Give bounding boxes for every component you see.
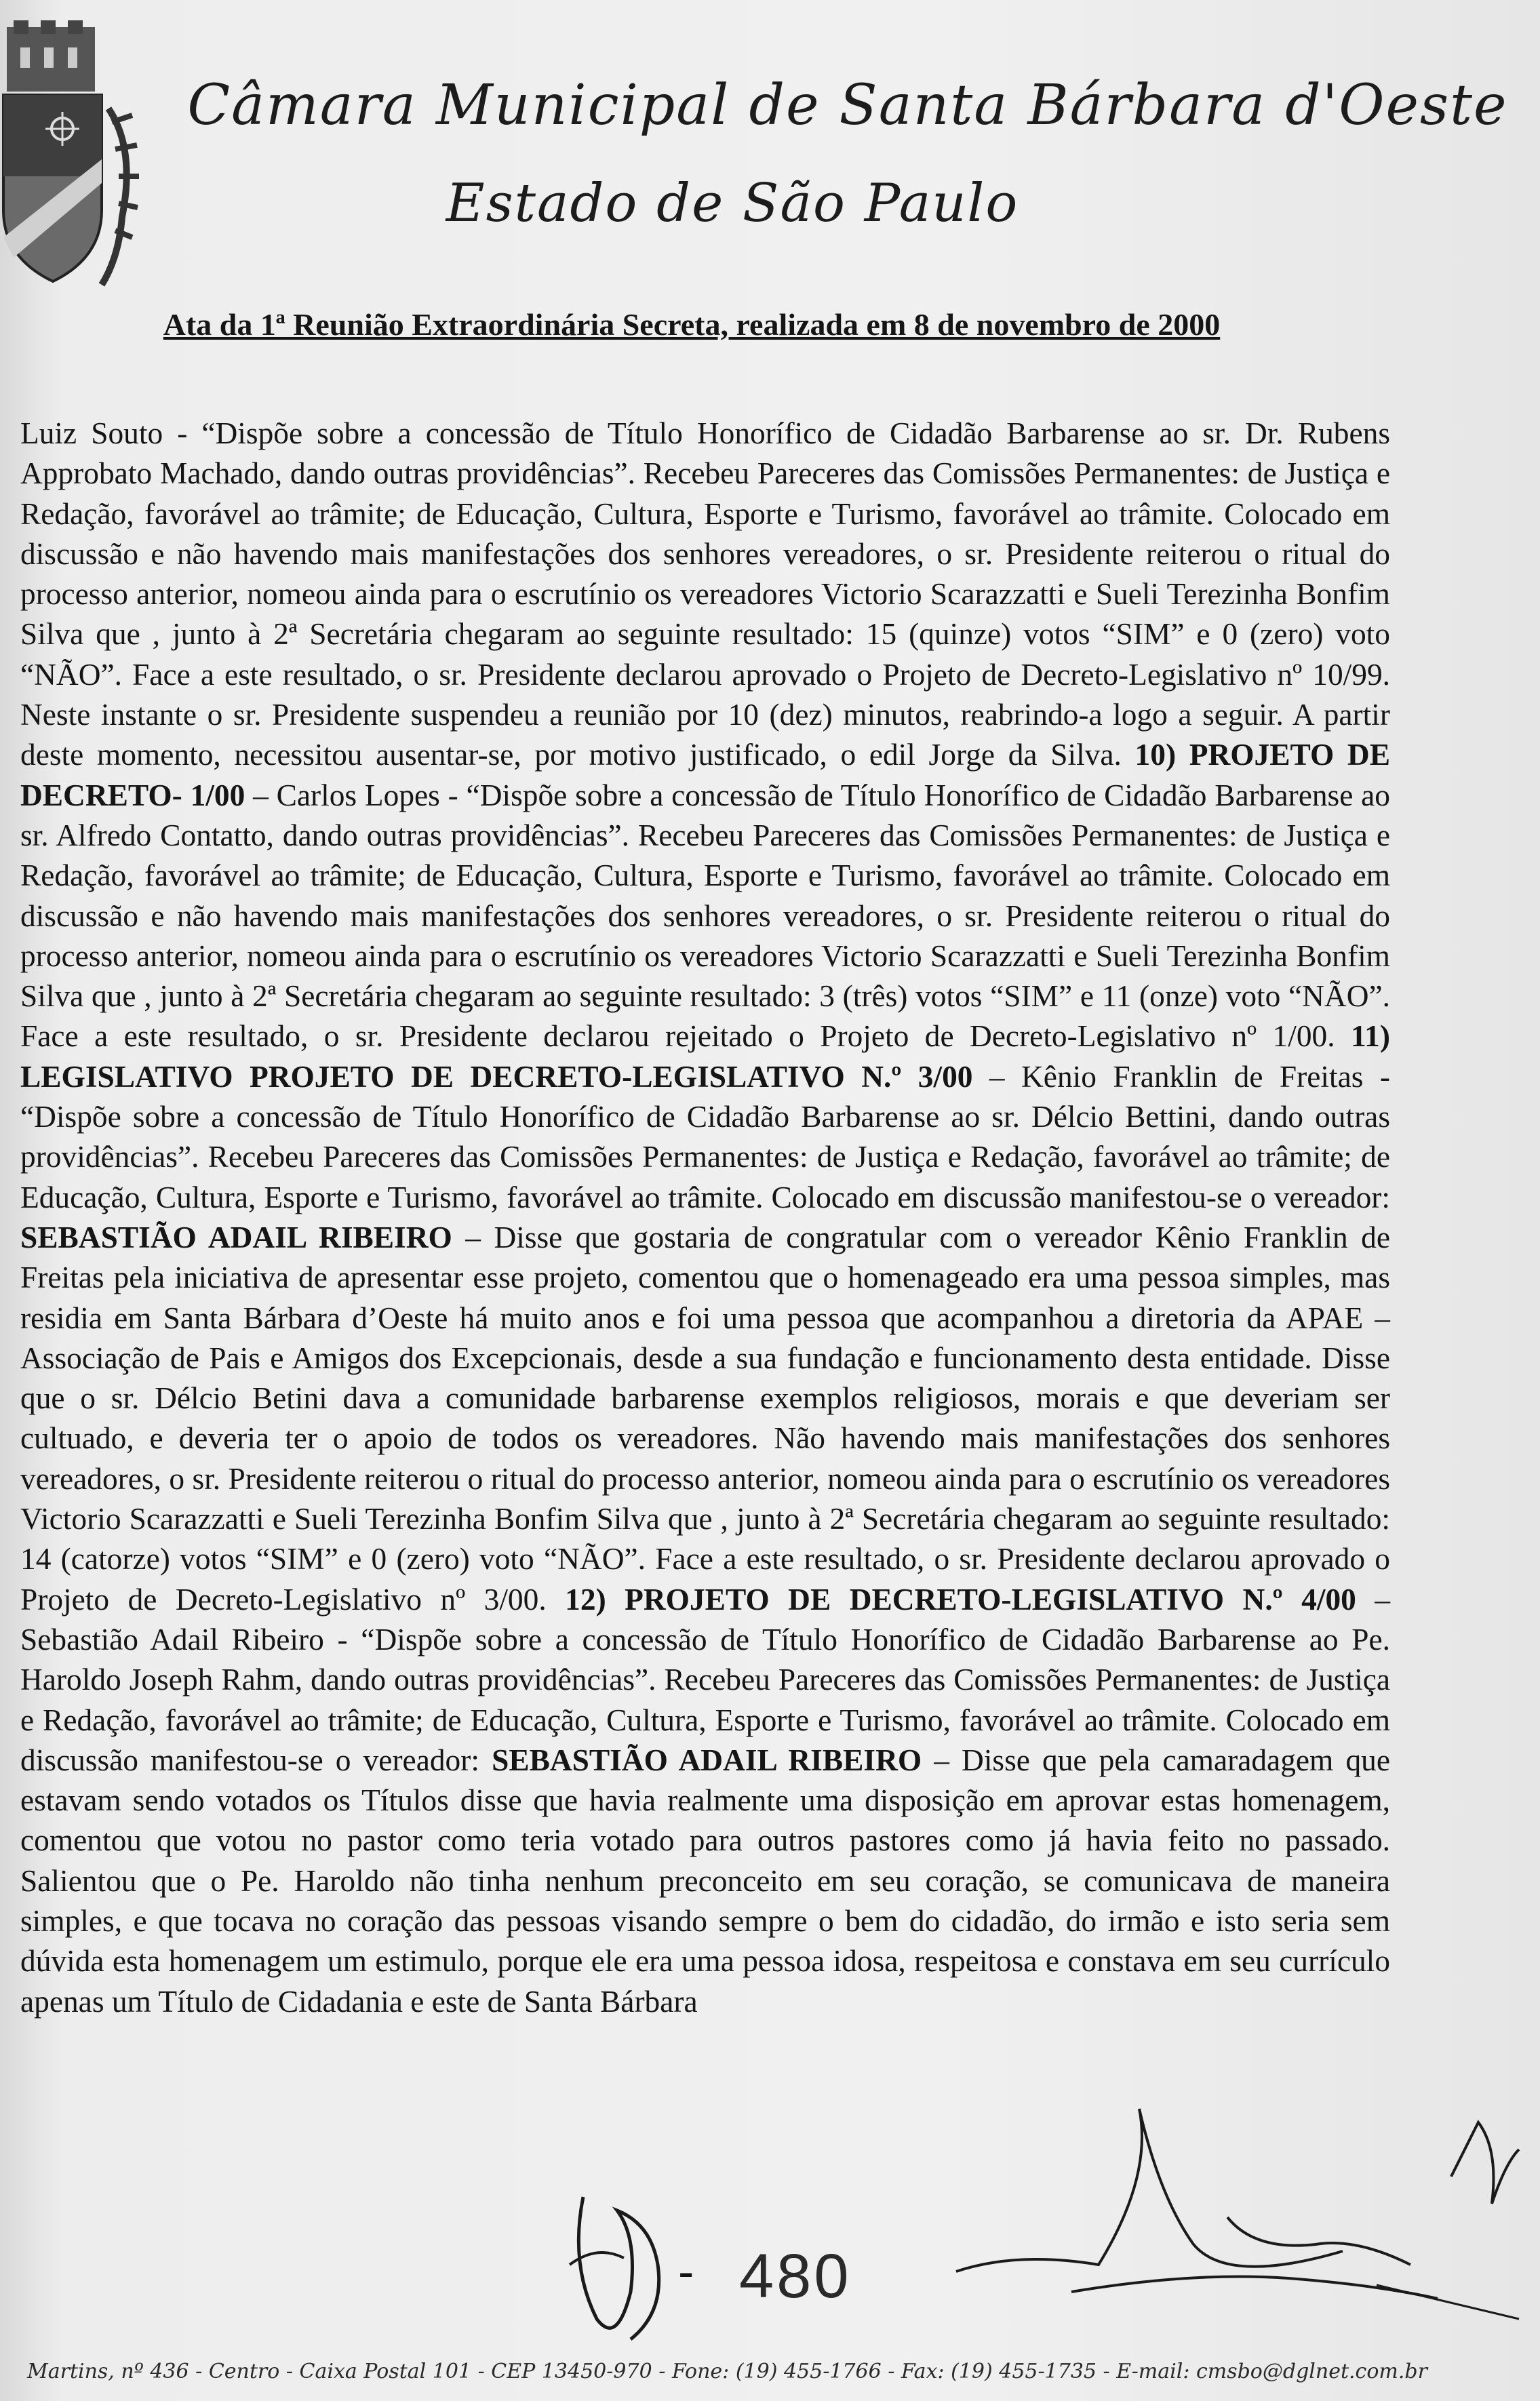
text-run: – Disse que gostaria de congratular com o vereador Kênio Franklin de Freitas pela iniciativa de apresentar esse projeto, comentou que o homenageado era uma pessoa simples, mas residia em Santa Bárbara d’Oeste há muito anos e foi uma pessoa que acompanhou a diretoria da APAE – Associação de Pais e Amigos dos Excepcionais, desde a sua fundação e funcionamento desta entidade. Disse que o sr. Délcio Betini dava a comunidade barbarense exemplos religiosos, morais e que deveriam ser cultuado, e deveria ter o apoio de todos os vereadores. Não havendo mais manifestações dos senhores vereadores, o sr. Presidente reiterou o ritual do processo anterior, nomeou ainda para o escrutínio os vereadores Victorio Scarazzatti e Sueli Terezinha Bonfim Silva que , junto à 2ª Secretária chegaram ao seguinte resultado: 14 (catorze) votos “SIM” e 0 (zero) voto “NÃO”. Face a este resultado, o sr. Presidente declarou aprovado o Projeto de Decreto-Legislativo nº 3/00. xyxy=(20,1220,1390,1616)
page-number: 480 xyxy=(739,2242,852,2311)
document-title: Ata da 1ª Reunião Extraordinária Secreta, realizada em 8 de novembro de 2000 xyxy=(163,307,1221,342)
municipal-crest-icon xyxy=(0,14,142,292)
text-run: – Kênio Franklin de Freitas - “Dispõe sobre a concessão de Título Honorífico de Cidadão Barbarense ao sr. Délcio Bettini, dando outras providências”. Recebeu Pareceres das Comissões Permanentes: de Justiça e Redação, favorável ao trâmite; de Educação, Cultura, Esporte e Turismo, favorável ao trâmite. Colocado em discussão manifestou-se o vereador: xyxy=(20,1059,1390,1214)
item-heading-12: 12) PROJETO DE DECRETO-LEGISLATIVO N.º 4/00 xyxy=(565,1582,1356,1616)
institution-name: Câmara Municipal de Santa Bárbara d'Oeste xyxy=(187,73,1508,138)
text-run: – Disse que pela camaradagem que estavam sendo votados os Títulos disse que havia realmente uma disposição em aprovar estas homenagem, comentou que votou no pastor como teria votado para outros pastores como já havia feito no passado. Salientou que o Pe. Haroldo não tinha nenhum preconceito em seu coração, se comunicava de maneira simples, e que tocava no coração das pessoas visando sempre o bem do cidadão, do irmão e isto seria sem dúvida esta homenagem um estimulo, porque ele era uma pessoa idosa, respeitosa e constava em seu currículo apenas um Título de Cidadania e este de Santa Bárbara xyxy=(20,1743,1390,2019)
item-heading-10: 10) PROJETO DE DECRETO- 1/00 xyxy=(20,738,1390,812)
speaker-name: SEBASTIÃO ADAIL RIBEIRO xyxy=(492,1743,922,1777)
text-run: – Carlos Lopes - “Dispõe sobre a concessão de Título Honorífico de Cidadão Barbarense ao sr. Alfredo Contatto, dando outras providências”. Recebeu Pareceres das Comissões Permanentes: de Justiça e Redação, favorável ao trâmite; de Educação, Cultura, Esporte e Turismo, favorável ao trâmite. Colocado em discussão e não havendo mais manifestações dos senhores vereadores, o sr. Presidente reiterou o ritual do processo anterior, nomeou ainda para o escrutínio os vereadores Victorio Scarazzatti e Sueli Terezinha Bonfim Silva que , junto à 2ª Secretária chegaram ao seguinte resultado: 3 (três) votos “SIM” e 11 (onze) voto “NÃO”. Face a este resultado, o sr. Presidente declarou rejeitado o Projeto de Decreto-Legislativo nº 1/00. xyxy=(20,778,1390,1054)
speaker-name: SEBASTIÃO ADAIL RIBEIRO xyxy=(20,1220,452,1254)
item-heading-11: 11) LEGISLATIVO PROJETO DE DECRETO-LEGISLATIVO N.º 3/00 xyxy=(20,1019,1390,1094)
handwritten-signature-icon xyxy=(936,2095,1533,2326)
text-run: – Sebastião Adail Ribeiro - “Dispõe sobre a concessão de Título Honorífico de Cidadão Barbarense ao Pe. Haroldo Joseph Rahm, dando outras providências”. Recebeu Pareceres das Comissões Permanentes: de Justiça e Redação, favorável ao trâmite; de Educação, Cultura, Esporte e Turismo, favorável ao trâmite. Colocado em discussão manifestou-se o vereador: xyxy=(20,1582,1391,1777)
address-footer: Martins, nº 436 - Centro - Caixa Postal 101 - CEP 13450-970 - Fone: (19) 455-1766 - Fax: (19) 455-1735 - E-mail: cmsbo@dglnet.com.br xyxy=(27,2360,1427,2383)
state-name: Estado de São Paulo xyxy=(446,173,1019,234)
text-run: Luiz Souto - “Dispõe sobre a concessão de Título Honorífico de Cidadão Barbarense ao sr. Dr. Rubens Approbato Machado, dando outras providências”. Recebeu Pareceres das Comissões Permanentes: de Justiça e Redação, favorável ao trâmite; de Educação, Cultura, Esporte e Turismo, favorável ao trâmite. Colocado em discussão e não havendo mais manifestações dos senhores vereadores, o sr. Presidente reiterou o ritual do processo anterior, nomeou ainda para o escrutínio os vereadores Victorio Scarazzatti e Sueli Terezinha Bonfim Silva que , junto à 2ª Secretária chegaram ao seguinte resultado: 15 (quinze) votos “SIM” e 0 (zero) voto “NÃO”. Face a este resultado, o sr. Presidente declarou aprovado o Projeto de Decreto-Legislativo nº 10/99. Neste instante o sr. Presidente suspendeu a reunião por 10 (dez) minutos, reabrindo-a logo a seguir. A partir deste momento, necessitou ausentar-se, por motivo justificado, o edil Jorge da Silva. xyxy=(20,416,1390,772)
handwritten-initials-icon xyxy=(556,2183,692,2353)
page-number-dash: - xyxy=(678,2245,694,2298)
minutes-body xyxy=(20,414,1390,2022)
